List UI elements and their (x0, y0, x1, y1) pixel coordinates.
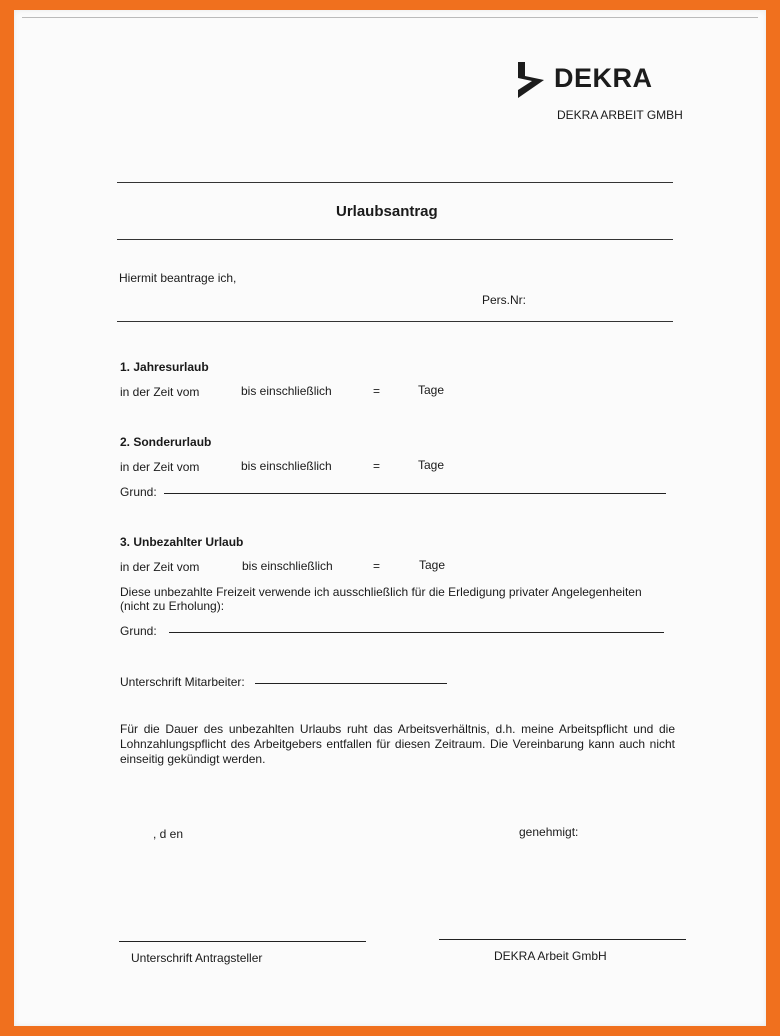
reason-label: Grund: (120, 624, 157, 638)
days-label: Tage (418, 458, 445, 472)
title-top-rule (117, 182, 673, 183)
days-label: Tage (418, 383, 445, 397)
company-signature-line (439, 939, 686, 940)
period-to-label: bis einschließlich (241, 459, 332, 473)
period-from-label: in der Zeit vom (120, 385, 200, 399)
intro-text: Hiermit beantrage ich, (119, 271, 237, 285)
period-to-label: bis einschließlich (241, 384, 332, 398)
applicant-rule (117, 321, 673, 322)
dekra-logo-icon (516, 62, 546, 98)
employee-signature-line (255, 683, 447, 684)
period-from-label: in der Zeit vom (120, 460, 200, 474)
unpaid-note-line2: (nicht zu Erholung): (120, 599, 225, 613)
document-page (14, 10, 766, 1026)
logo-wordmark: DEKRA (554, 63, 653, 93)
equals-sign: = (373, 559, 381, 573)
period-from-label: in der Zeit vom (120, 560, 200, 574)
unpaid-leave-disclaimer: Für die Dauer des unbezahlten Urlaubs ruht das Arbeitsverhältnis, d.h. meine Arbeitspflicht und die Lohnzahlungspflicht des Arbeitgebers entfallen für diesen Zeitraum. Die Vereinbarung kann auch nicht einseitig gekündigt werden. (120, 722, 675, 766)
approved-label: genehmigt: (519, 825, 579, 839)
company-name: DEKRA ARBEIT GMBH (557, 108, 683, 122)
applicant-signature-label: Unterschrift Antragsteller (131, 951, 263, 965)
days-label: Tage (419, 558, 446, 572)
applicant-signature-line (119, 941, 366, 942)
reason-label: Grund: (120, 485, 157, 499)
date-label: , d en (153, 827, 184, 841)
dekra-logo (516, 60, 676, 104)
title-bottom-rule (117, 239, 673, 240)
employee-signature-label: Unterschrift Mitarbeiter: (120, 675, 245, 689)
equals-sign: = (373, 384, 381, 398)
company-signature-label: DEKRA Arbeit GmbH (494, 949, 607, 963)
page-title: Urlaubsantrag (336, 203, 438, 220)
period-to-label: bis einschließlich (242, 559, 333, 573)
section-annual-leave-heading: 1. Jahresurlaub (120, 360, 209, 374)
section-special-leave-heading: 2. Sonderurlaub (120, 435, 212, 449)
reason-line (169, 632, 664, 633)
pers-nr-label: Pers.Nr: (482, 293, 527, 307)
unpaid-note-line1: Diese unbezahlte Freizeit verwende ich ausschließlich für die Erledigung privater Angelegenheiten (120, 585, 642, 599)
equals-sign: = (373, 459, 381, 473)
reason-line (164, 493, 666, 494)
scan-edge-line (22, 17, 758, 18)
section-unpaid-leave-heading: 3. Unbezahlter Urlaub (120, 535, 244, 549)
